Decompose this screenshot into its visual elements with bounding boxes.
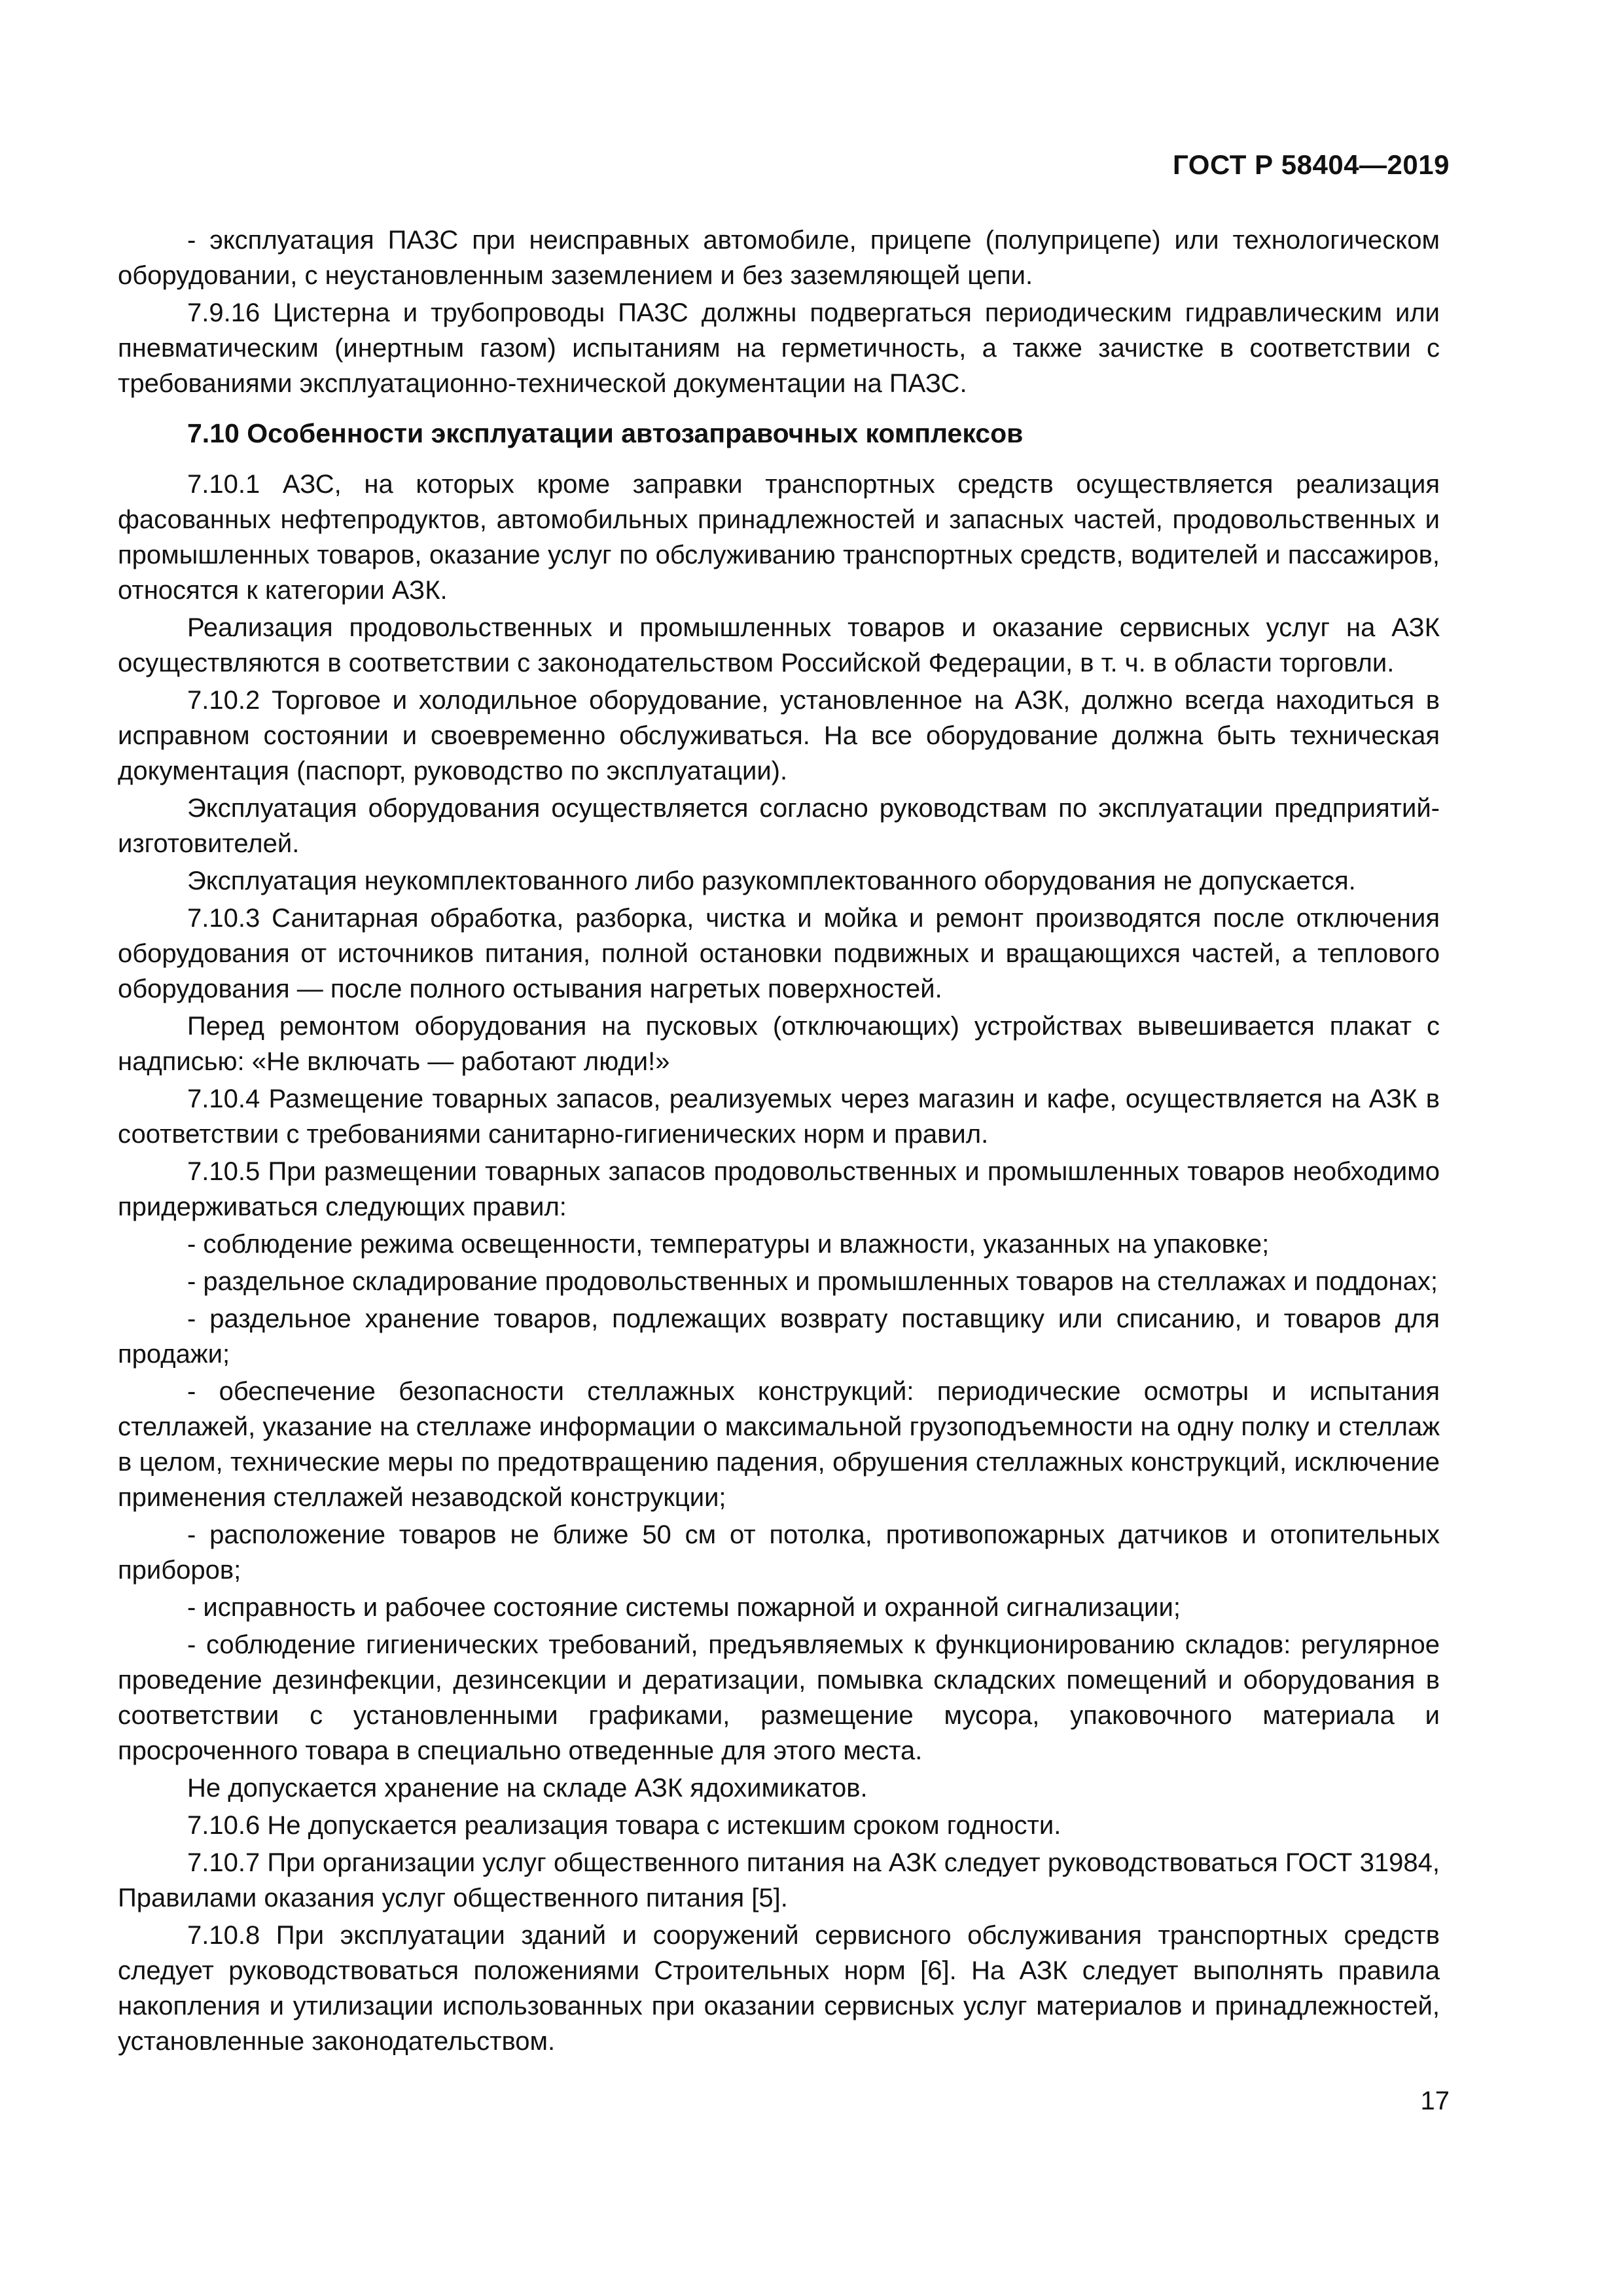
paragraph: Не допускается хранение на складе АЗК ядохимикатов. (187, 1774, 868, 1803)
paragraph: 7.10.1 АЗС, на которых кроме заправки транспортных средств осуществляется реализация фасованных нефтепродуктов, автомобильных принадлежностей и запасных частей, продовольственных и промышленных товаров, оказание услуг по обслуживанию транспортных средств, водителей и пассажиров, относятся к категории АЗК. (118, 470, 1440, 605)
list-item: - раздельное хранение товаров, подлежащих возврату поставщику или списанию, и товаров для продажи; (118, 1304, 1440, 1369)
list-item: - раздельное складирование продовольственных и промышленных товаров на стеллажах и поддонах; (187, 1267, 1438, 1296)
standard-id-header: ГОСТ Р 58404—2019 (1173, 149, 1450, 180)
list-item: - исправность и рабочее состояние системы пожарной и охранной сигнализации; (187, 1593, 1181, 1622)
section-heading: 7.10 Особенности эксплуатации автозаправочных комплексов (187, 418, 1024, 448)
paragraph: 7.10.5 При размещении товарных запасов продовольственных и промышленных товаров необходимо придерживаться следующих правил: (118, 1157, 1440, 1221)
list-item: - обеспечение безопасности стеллажных конструкций: периодические осмотры и испытания стеллажей, указание на стеллаже информации о максимальной грузоподъемности на одну полку и стеллаж в целом, технические меры по предотвращению падения, обрушения стеллажных конструкций, исключение применения стеллажей незаводской конструкции; (118, 1377, 1440, 1512)
body-text (118, 223, 1440, 2061)
paragraph: - эксплуатация ПАЗС при неисправных автомобиле, прицепе (полуприцепе) или технологическом оборудовании, с неустановленным заземлением и без заземляющей цепи. (118, 226, 1440, 290)
paragraph: 7.10.6 Не допускается реализация товара с истекшим сроком годности. (187, 1811, 1061, 1840)
paragraph: 7.10.3 Санитарная обработка, разборка, чистка и мойка и ремонт производятся после отключения оборудования от источников питания, полной остановки подвижных и вращающихся частей, а теплового оборудования — после полного остывания нагретых поверхностей. (118, 904, 1440, 1003)
list-item: - соблюдение гигиенических требований, предъявляемых к функционированию складов: регулярное проведение дезинфекции, дезинсекции и дератизации, помывка складских помещений и оборудования в соответствии с установленными графиками, размещение мусора, упаковочного материала и просроченного товара в специально отведенные для этого места. (118, 1630, 1440, 1765)
paragraph: Реализация продовольственных и промышленных товаров и оказание сервисных услуг на АЗК осуществляются в соответствии с законодательством Российской Федерации, в т. ч. в области торговли. (118, 613, 1440, 677)
list-item: - соблюдение режима освещенности, температуры и влажности, указанных на упаковке; (187, 1230, 1270, 1259)
paragraph: 7.10.2 Торговое и холодильное оборудование, установленное на АЗК, должно всегда находиться в исправном состоянии и своевременно обслуживаться. На все оборудование должна быть техническая документация (паспорт, руководство по эксплуатации). (118, 686, 1440, 785)
page-number: 17 (1420, 2087, 1450, 2115)
paragraph: 7.10.4 Размещение товарных запасов, реализуемых через магазин и кафе, осуществляется на АЗК в соответствии с требованиями санитарно-гигиенических норм и правил. (118, 1085, 1440, 1149)
paragraph: 7.10.8 При эксплуатации зданий и сооружений сервисного обслуживания транспортных средств следует руководствоваться положениями Строительных норм [6]. На АЗК следует выполнять правила накопления и утилизации использованных при оказании сервисных услуг материалов и принадлежностей, установленные законодательством. (118, 1921, 1440, 2056)
list-item: - расположение товаров не ближе 50 см от потолка, противопожарных датчиков и отопительных приборов; (118, 1520, 1440, 1585)
paragraph: 7.9.16 Цистерна и трубопроводы ПАЗС должны подвергаться периодическим гидравлическим или пневматическим (инертным газом) испытаниям на герметичность, а также зачистке в соответствии с требованиями эксплуатационно-технической документации на ПАЗС. (118, 298, 1440, 398)
paragraph: Эксплуатация оборудования осуществляется согласно руководствам по эксплуатации предприятий-изготовителей. (118, 794, 1440, 858)
paragraph: Перед ремонтом оборудования на пусковых (отключающих) устройствах вывешивается плакат с надписью: «Не включать — работают люди!» (118, 1012, 1440, 1076)
paragraph: 7.10.7 При организации услуг общественного питания на АЗК следует руководствоваться ГОСТ 31984, Правилами оказания услуг общественного питания [5]. (118, 1848, 1440, 1912)
paragraph: Эксплуатация неукомплектованного либо разукомплектованного оборудования не допускается. (187, 867, 1356, 895)
